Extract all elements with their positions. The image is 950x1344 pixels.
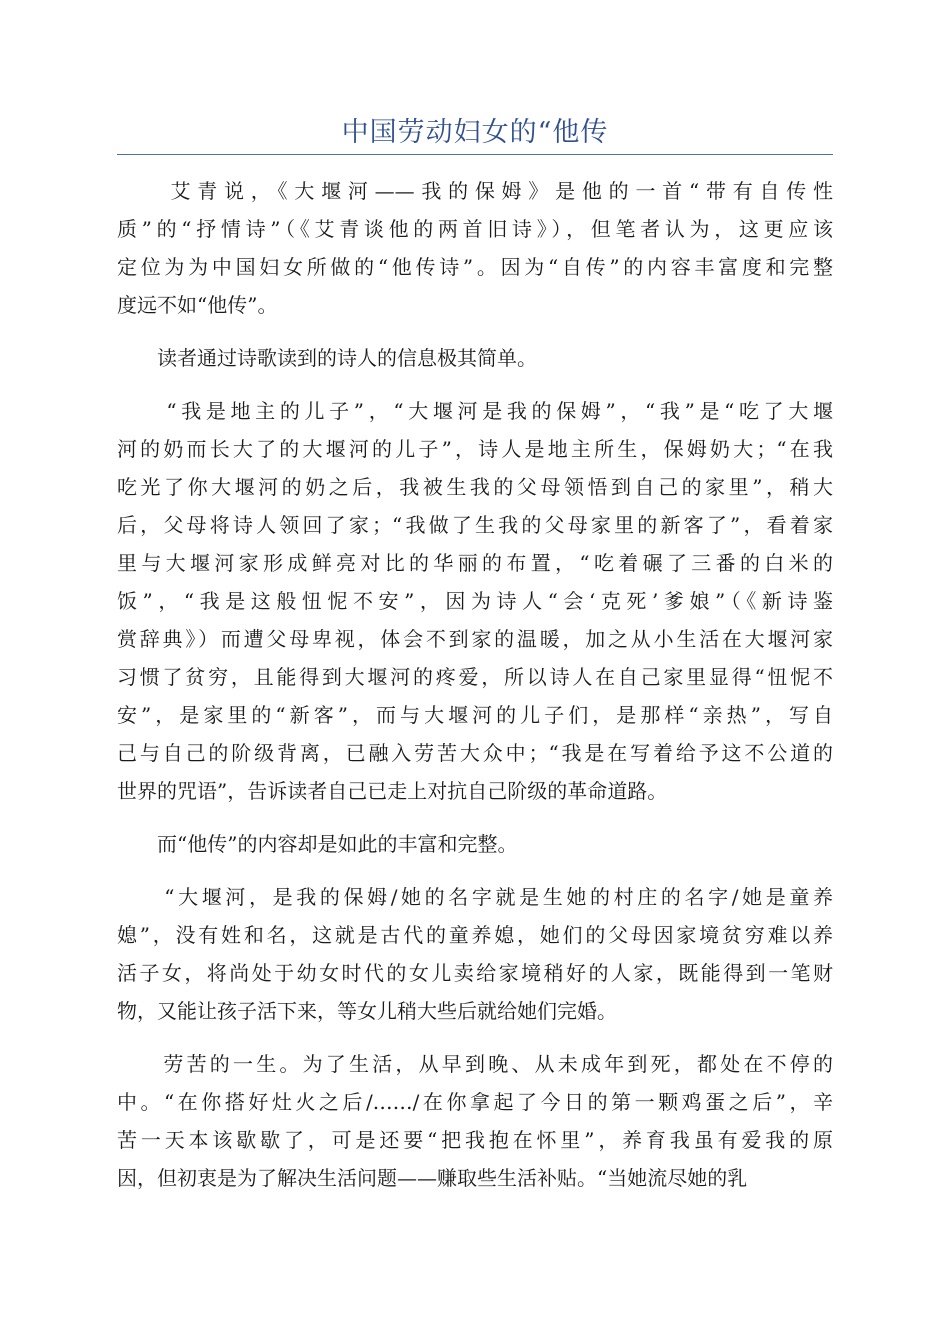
text-line: 因，但初衷是为了解决生活问题——赚取些生活补贴。“当她流尽她的乳 — [117, 1166, 748, 1190]
title-block — [117, 112, 833, 155]
paragraph — [117, 1045, 833, 1197]
paragraph — [117, 878, 833, 1030]
text-line: 中。“在你搭好灶火之后/……/在你拿起了今日的第一颗鸡蛋之后”，辛 — [117, 1090, 833, 1114]
text-line: 后，父母将诗人领回了家；“我做了生我的父母家里的新客了”，看着家 — [117, 513, 833, 537]
paragraph — [117, 339, 833, 377]
text-line: 劳苦的一生。为了生活，从早到晚、从未成年到死，都处在不停的 — [117, 1052, 833, 1076]
text-line: 赏辞典》）而遭父母卑视，体会不到家的温暖，加之从小生活在大堰河家 — [117, 627, 833, 651]
document-title: 中国劳动妇女的“他传 — [341, 117, 609, 148]
text-line: 定位为为中国妇女所做的“他传诗”。因为“自传”的内容丰富度和完整 — [117, 255, 833, 279]
document-body — [117, 172, 833, 1212]
text-line: 媳”，没有姓和名，这就是古代的童养媳，她们的父母因家境贫穷难以养 — [117, 923, 833, 947]
text-line: 安”，是家里的“新客”，而与大堰河的儿子们，是那样“亲热”，写自 — [117, 703, 833, 727]
paragraph — [117, 172, 833, 324]
text-line: “我是地主的儿子”，“大堰河是我的保姆”，“我”是“吃了大堰 — [117, 399, 833, 423]
text-line: 苦一天本该歇歇了，可是还要“把我抱在怀里”，养育我虽有爱我的原 — [117, 1128, 833, 1152]
text-line: 己与自己的阶级背离，已融入劳苦大众中；“我是在写着给予这不公道的 — [117, 741, 833, 765]
text-line: 而“他传”的内容却是如此的丰富和完整。 — [117, 832, 518, 856]
text-line: “大堰河，是我的保姆/她的名字就是生她的村庄的名字/她是童养 — [117, 885, 833, 909]
text-line: 习惯了贫穷，且能得到大堰河的疼爱，所以诗人在自己家里显得“忸怩不 — [117, 665, 833, 689]
text-line: 河的奶而长大了的大堰河的儿子”，诗人是地主所生，保姆奶大；“在我 — [117, 437, 833, 461]
text-line: 饭”，“我是这般忸怩不安”，因为诗人“会‘克死’爹娘”（《新诗鉴 — [117, 589, 833, 613]
text-line: 艾青说，《大堰河——我的保姆》是他的一首“带有自传性 — [117, 179, 833, 203]
text-line: 世界的咒语”，告诉读者自己已走上对抗自己阶级的革命道路。 — [117, 779, 668, 803]
text-line: 吃光了你大堰河的奶之后，我被生我的父母领悟到自己的家里”，稍大 — [117, 475, 833, 499]
text-line: 物，又能让孩子活下来，等女儿稍大些后就给她们完婚。 — [117, 999, 617, 1023]
paragraph — [117, 825, 833, 863]
paragraph — [117, 392, 833, 810]
text-line: 读者通过诗歌读到的诗人的信息极其简单。 — [117, 346, 537, 370]
text-line: 度远不如“他传”。 — [117, 293, 278, 317]
text-line: 质”的“抒情诗”（《艾青谈他的两首旧诗》），但笔者认为，这更应该 — [117, 217, 833, 241]
text-line: 活子女，将尚处于幼女时代的女儿卖给家境稍好的人家，既能得到一笔财 — [117, 961, 833, 985]
text-line: 里与大堰河家形成鲜亮对比的华丽的布置，“吃着碾了三番的白米的 — [117, 551, 833, 575]
